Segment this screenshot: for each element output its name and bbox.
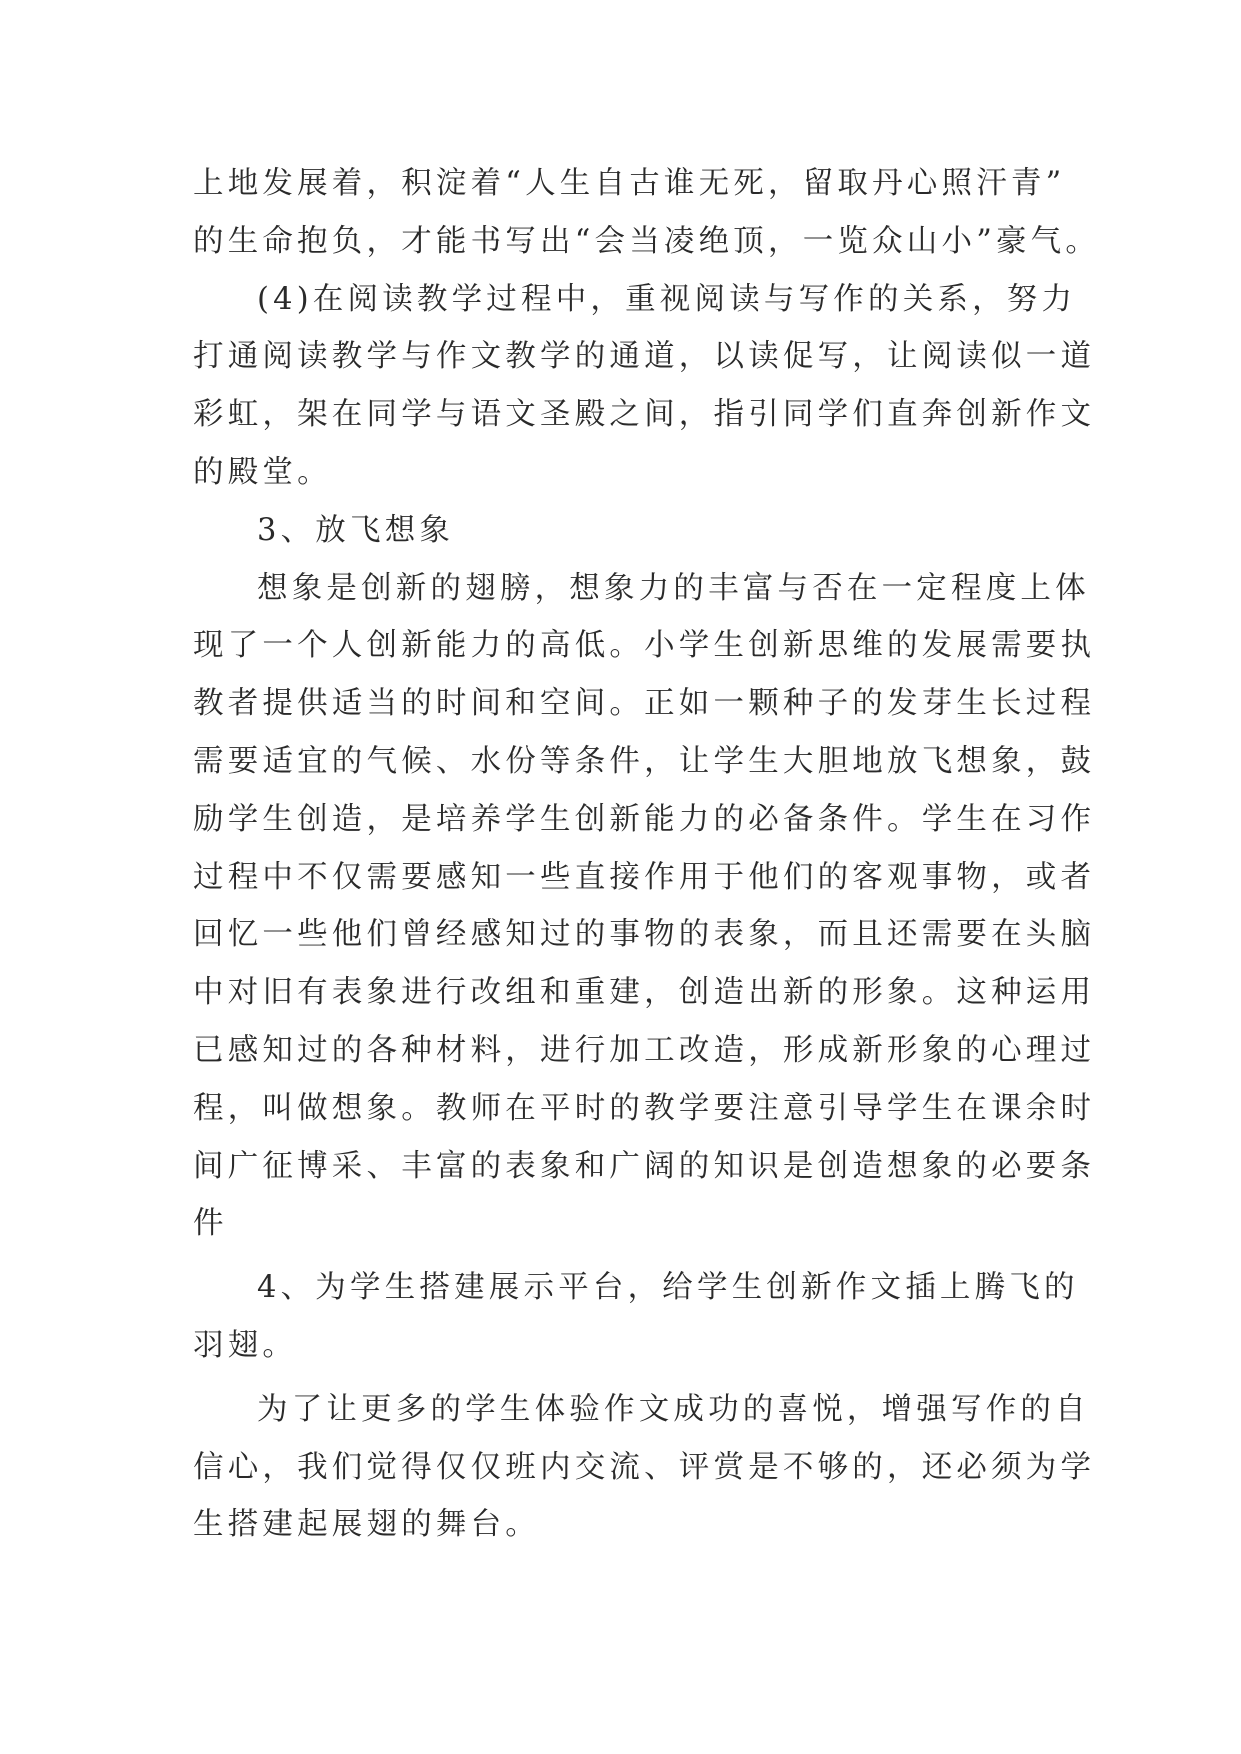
paragraph-start-line: 想象是创新的翅膀，想象力的丰富与否在一定程度上体 (257, 570, 1090, 606)
text-line: 羽翅。 (193, 1327, 298, 1363)
paragraph-start-line: (4)在阅读教学过程中，重视阅读与写作的关系，努力 (257, 281, 1077, 317)
text-line: 中对旧有表象进行改组和重建，创造出新的形象。这种运用 (193, 975, 1096, 1011)
text-line: 过程中不仅需要感知一些直接作用于他们的客观事物，或者 (193, 859, 1096, 895)
text-line: 生搭建起展翅的舞台。 (193, 1507, 540, 1543)
text-line: 的殿堂。 (193, 454, 332, 490)
text-line: 件 (193, 1206, 228, 1242)
text-line: 信心，我们觉得仅仅班内交流、评赏是不够的，还必须为学 (193, 1449, 1096, 1485)
text-line: 现了一个人创新能力的高低。小学生创新思维的发展需要执 (193, 628, 1096, 664)
text-line: 励学生创造，是培养学生创新能力的必备条件。学生在习作 (193, 801, 1096, 837)
text-line: 已感知过的各种材料，进行加工改造，形成新形象的心理过 (193, 1032, 1096, 1068)
text-line: 的生命抱负，才能书写出“会当凌绝顶，一览众山小”豪气。 (193, 223, 1101, 259)
text-line: 上地发展着，积淀着“人生自古谁无死，留取丹心照汗青” (193, 166, 1066, 201)
text-line: 回忆一些他们曾经感知过的事物的表象，而且还需要在头脑 (193, 917, 1096, 953)
section-heading: 3、放飞想象 (257, 512, 455, 548)
text-line: 间广征博采、丰富的表象和广阔的知识是创造想象的必要条 (193, 1148, 1096, 1184)
document-body (193, 155, 1101, 1554)
text-line: 教者提供适当的时间和空间。正如一颗种子的发芽生长过程 (193, 686, 1096, 722)
text-line: 打通阅读教学与作文教学的通道，以读促写，让阅读似一道 (193, 339, 1096, 375)
text-line: 需要适宜的气候、水份等条件，让学生大胆地放飞想象，鼓 (193, 743, 1096, 779)
text-line: 彩虹，架在同学与语文圣殿之间，指引同学们直奔创新作文 (193, 397, 1096, 433)
section-heading: 4、为学生搭建展示平台，给学生创新作文插上腾飞的 (257, 1270, 1079, 1306)
paragraph-start-line: 为了让更多的学生体验作文成功的喜悦，增强写作的自 (257, 1391, 1090, 1427)
text-line: 程，叫做想象。教师在平时的教学要注意引导学生在课余时 (193, 1090, 1096, 1126)
